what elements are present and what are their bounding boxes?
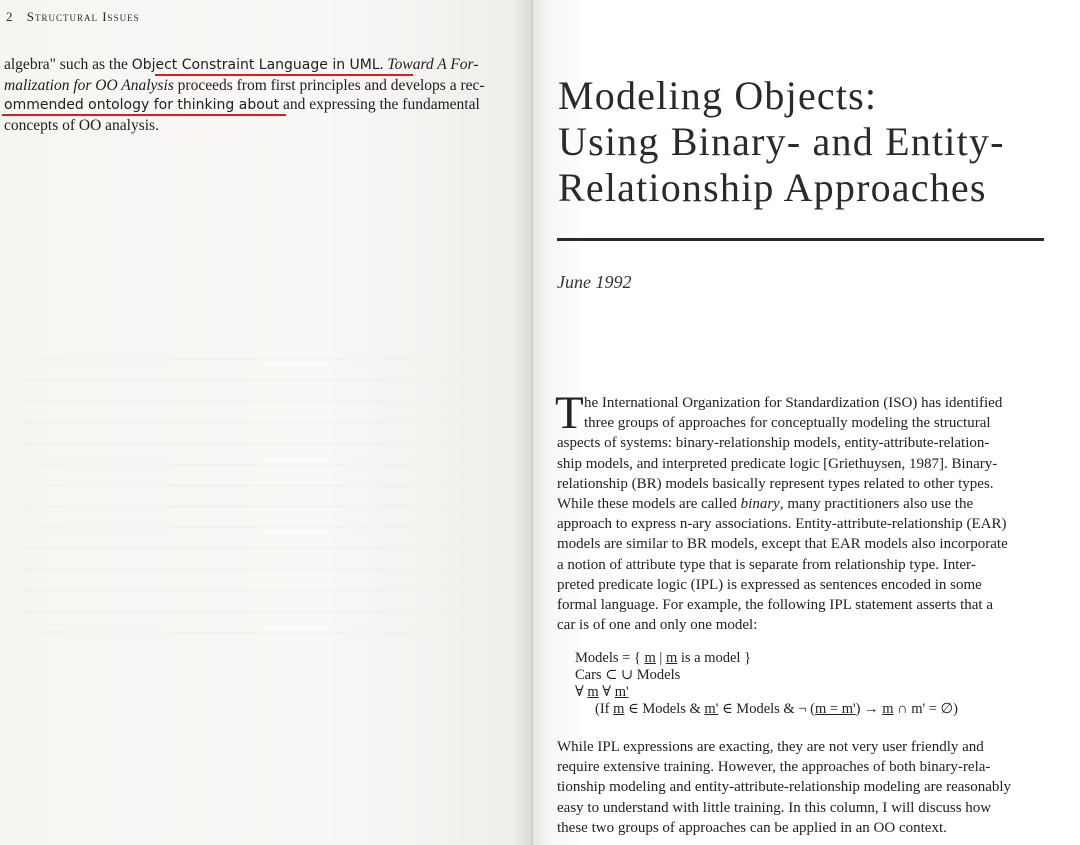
bleed-through-text (140, 140, 500, 180)
left-line-4 (4, 116, 512, 136)
left-paragraph (4, 55, 512, 135)
text-run-underlined: ommended ontology for thinking about (4, 97, 280, 113)
annotation-underline (2, 114, 286, 116)
formula-var: m = m' (814, 701, 856, 717)
formula-var: m (644, 650, 656, 666)
text-run-italic: Toward A For- (387, 56, 479, 73)
formula-var: m (587, 684, 599, 700)
bleed-through-lines (20, 340, 500, 640)
page-number: 2 (6, 9, 13, 24)
title-line: Relationship Approaches (558, 165, 987, 210)
formula-text: ∀ (575, 684, 588, 700)
formula-var: m (665, 650, 678, 666)
paragraph-line: approach to express n-ary associations. Entity-attribute-relationship (EAR) (557, 516, 1007, 533)
formula-line-1 (575, 650, 958, 667)
formula-text: (If (595, 701, 614, 717)
paragraph-line: three groups of approaches for conceptually modeling the structural (584, 415, 991, 432)
paragraph-line: While these models are called binary, many practitioners also use the (557, 496, 974, 513)
body-paragraph-2 (557, 737, 1060, 838)
text-run: . (379, 56, 388, 73)
formula-text: Models = { (575, 650, 645, 666)
formula-text: ) → (855, 701, 883, 717)
text-run: proceeds from first principles and develops a rec- (173, 76, 485, 94)
paragraph-line: relationship (BR) models basically represent types related to other types. (557, 475, 994, 492)
formula-line-2: Cars ⊂ ∪ Models (575, 667, 681, 683)
body-paragraph-1 (555, 387, 1060, 635)
formula-text: ∈ Models & (624, 701, 705, 717)
left-line-3 (4, 95, 512, 116)
formula-text: ∩ m' = ∅) (893, 701, 958, 717)
formula-text: ∈ Models & ¬ ( (718, 701, 815, 717)
title-line: Modeling Objects: (558, 73, 878, 118)
annotation-underline (155, 74, 413, 76)
formula-text: ∀ (598, 684, 615, 700)
formula-var: m' (614, 684, 629, 700)
chapter-title (558, 73, 1058, 211)
left-line-2 (4, 76, 512, 96)
paragraph-line: a notion of attribute type that is separate from relationship type. Inter- (557, 556, 976, 573)
formula-line-3 (575, 684, 958, 701)
paragraph-line: easy to understand with little training. In this column, I will discuss how (557, 799, 992, 816)
paragraph-line: models are similar to BR models, except that EAR models also incorporate (557, 536, 1008, 553)
text-run-italic: binary (740, 496, 780, 513)
publication-date: June 1992 (557, 272, 632, 292)
formula-text: is a model } (677, 650, 752, 666)
paragraph-line: preted predicate logic (IPL) is expressed as sentences encoded in some (557, 576, 982, 593)
formula-var: m (882, 701, 894, 717)
paragraph-line: require extensive training. However, the approaches of both binary-rela- (557, 759, 991, 776)
paragraph-line: car is of one and only one model: (557, 617, 758, 634)
paragraph-line: While IPL expressions are exacting, they are not very user friendly and (557, 739, 984, 755)
text-run-italic: malization for OO Analysis (4, 76, 174, 94)
paragraph-line: these two groups of approaches can be applied in an OO context. (557, 819, 947, 836)
formula-line-4 (575, 701, 958, 718)
paragraph-line: aspects of systems: binary-relationship models, entity-attribute-relation- (557, 435, 990, 452)
text-run: algebra" such as the (4, 56, 132, 73)
drop-cap: T (555, 387, 584, 439)
paragraph-line: formal language. For example, the following IPL statement asserts that a (557, 597, 993, 614)
running-header (6, 9, 140, 25)
formula-var: m' (704, 701, 719, 717)
running-head-title: Structural Issues (26, 9, 140, 24)
paragraph-line: tionship modeling and entity-attribute-relationship modeling are reasonably (557, 779, 1012, 796)
title-line: Using Binary- and Entity- (558, 119, 1005, 164)
text-run: concepts of OO analysis. (4, 116, 159, 134)
title-rule (557, 238, 1044, 241)
paragraph-line: ship models, and interpreted predicate logic [Griethuysen, 1987]. Binary- (557, 455, 998, 472)
formula-var: m (613, 701, 625, 717)
paragraph-line: he International Organization for Standardization (ISO) has identified (584, 395, 1003, 411)
ipl-formula (575, 650, 958, 718)
formula-text: | (655, 650, 666, 666)
text-run: and expressing the fundamental (279, 96, 480, 113)
left-line-1 (4, 55, 512, 76)
text-run-underlined: Object Constraint Language in UML (131, 57, 380, 73)
